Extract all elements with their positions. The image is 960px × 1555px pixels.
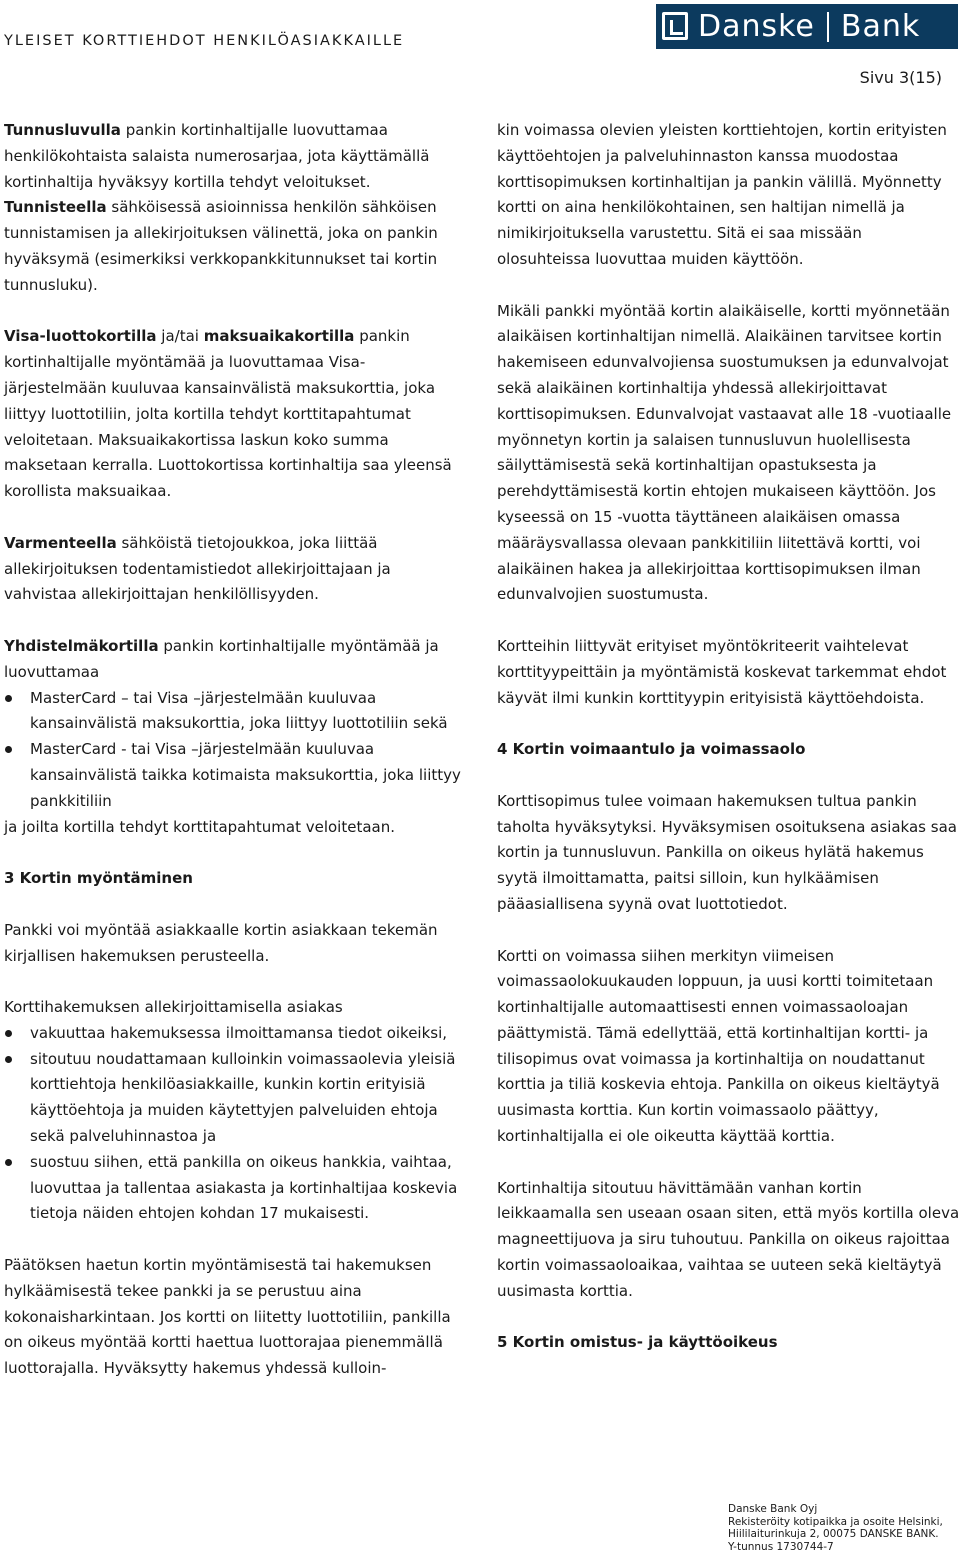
logo-word-bank: Bank [840,9,921,44]
bullet-list [4,686,466,815]
definition-text: sähköisessä asioinnissa henkilön sähköisen tunnistamisen ja allekirjoituksen välinettä, joka on pankin hyväksymä (esimerkiksi verkkopankkitunnukset tai kortin tunnusluku). [4,198,438,294]
paragraph: Päätöksen haetun kortin myöntämisestä tai hakemuksen hylkäämisestä tekee pankki ja se perustuu aina kokonaisharkintaan. Jos kortti on liitetty luottotiliin, pankilla on oikeus myöntää kortti haettua luottorajaa pienemmällä luottorajalla. Hyväksytty hakemus yhdessä kulloin- [4,1256,451,1378]
list-item: vakuuttaa hakemuksessa ilmoittamansa tiedot oikeiksi, [4,1021,466,1047]
paragraph: Korttihakemuksen allekirjoittamisella asiakas [4,998,343,1017]
term: Varmenteella [4,533,117,552]
paragraph: Pankki voi myöntää asiakkaalle kortin asiakkaan tekemän kirjallisen hakemuksen perusteella. [4,920,438,965]
connector-text: ja/tai [156,327,204,346]
definition-tunniste [4,195,466,298]
company-footer [728,1503,943,1553]
definition-text: sähköistä tietojoukkoa, joka liittää allekirjoituksen todentamistiedot allekirjoittajaan ja vahvistaa allekirjoittajan henkilöllisyyden. [4,533,391,604]
list-item: MasterCard – tai Visa –järjestelmään kuuluvaa kansainvälistä maksukorttia, joka liittyy luottotiliin sekä [4,686,466,738]
footer-line: Hiililaiturinkuja 2, 00075 DANSKE BANK. [728,1528,939,1541]
term: Yhdistelmäkortilla [4,636,159,655]
paragraph: Kortteihin liittyvät erityiset myöntökriteerit vaihtelevat korttityypeittäin ja myöntämistä koskevat tarkemmat ehdot käyvät ilmi kunkin korttityypin erityisistä käyttöehdoista. [497,636,947,707]
logo-word-danske: Danske [698,9,815,44]
section-heading-3: 3 Kortin myöntäminen [4,869,193,888]
paragraph: Mikäli pankki myöntää kortin alaikäiselle, kortti myönnetään alaikäisen kortinhaltijan nimellä. Alaikäinen tarvitsee kortin hakemiseen edunvalvojiensa suostumuksen ja edunvalvojat sekä alaikäinen kortinhaltija yhdessä allekirjoittavat korttisopimuksen. Edunvalvojat vastaavat alle 18 -vuotiaalle myönnetyn kortin ja salaisen tunnusluvun huolellisesta säilyttämisestä sekä kortinhaltijan opastuksesta ja perehdyttämisestä kortin ehtojen mukaiseen käyttöön. Jos kyseessä on 15 -vuotta täyttäneen alaikäisen omassa määräysvallassa olevaan pankkitiliin liitettävä kortti, voi alaikäinen hakea ja allekirjoittaa korttisopimuksen ilman edunvalvojien suostumusta. [497,301,952,604]
left-column [4,118,466,1408]
term: maksuaikakortilla [203,327,355,346]
page-number: Sivu 3(15) [859,68,942,87]
danske-bank-logo [656,4,958,49]
definition-yhdistelmakortti [4,634,466,840]
definition-varmenne [4,531,466,608]
section-heading-4: 4 Kortin voimaantulo ja voimassaolo [497,740,806,759]
footer-line: Rekisteröity kotipaikka ja osoite Helsinki, [728,1515,943,1528]
list-item: suostuu siihen, että pankilla on oikeus hankkia, vaihtaa, luovuttaa ja tallentaa asiakasta ja kortinhaltijaa koskevia tietoja näiden ehtojen kohdan 17 mukaisesti. [4,1150,466,1227]
footer-line: Y-tunnus 1730744-7 [728,1540,834,1553]
danske-bank-mark-icon [662,12,688,40]
list-item: MasterCard - tai Visa –järjestelmään kuuluvaa kansainvälistä taikka kotimaista maksukorttia, joka liittyy pankkitiliin [4,737,466,814]
logo-separator [827,12,829,42]
paragraph: Kortinhaltija sitoutuu hävittämään vanhan kortin leikkaamalla sen useaan osaan siten, että myös kortilla oleva magneettijuova ja siru tuhoutuu. Pankilla on oikeus rajoittaa kortin voimassaoloaikaa, vaihtaa se uuteen sekä kieltäytyä uusimasta korttia. [497,1178,960,1300]
document-title: YLEISET KORTTIEHDOT HENKILÖASIAKKAILLE [4,33,405,49]
definition-end: ja joilta kortilla tehdyt korttitapahtumat veloitetaan. [4,817,395,836]
section-heading-5: 5 Kortin omistus- ja käyttöoikeus [497,1333,778,1352]
definition-text: pankin kortinhaltijalle myöntämää ja luovuttamaa [4,636,439,681]
footer-line: Danske Bank Oyj [728,1503,818,1515]
list-item: sitoutuu noudattamaan kulloinkin voimassaolevia yleisiä korttiehtoja henkilöasiakkaille, kunkin kortin erityisiä käyttöehtoja ja muiden käytettyjen palveluiden ehtoja sekä palveluhinnastoa ja [4,1047,466,1150]
definition-visa-luottokortti [4,324,466,505]
paragraph: kin voimassa olevien yleisten korttiehtojen, kortin erityisten käyttöehtojen ja palveluhinnaston kanssa muodostaa korttisopimuksen kortinhaltijan ja pankin välillä. Myönnetty kortti on aina henkilökohtainen, sen haltijan nimellä ja nimikirjoituksella varustettu. Sitä ei saa missään olosuhteissa luovuttaa muiden käyttöön. [497,121,947,268]
term: Tunnusluvulla [4,121,121,139]
paragraph: Kortti on voimassa siihen merkityn viimeisen voimassaolokuukauden loppuun, ja uusi kortti toimitetaan kortinhaltijalle automaattisesti ennen voimassaoloajan päättymistä. Tämä edellyttää, että kortinhaltijan kortti- ja tilisopimus ovat voimassa ja kortinhaltija on noudattanut korttia ja tiliä koskevia ehtoja. Pankilla on oikeus kieltäytyä uusimasta korttia. Kun kortin voimassaolo päättyy, kortinhaltijalla ei ole oikeutta käyttää korttia. [497,946,940,1146]
term: Tunnisteella [4,198,107,217]
paragraph: Korttisopimus tulee voimaan hakemuksen tultua pankin taholta hyväksytyksi. Hyväksymisen osoituksena asiakas saa kortin ja tunnusluvun. Pankilla on oikeus hylätä hakemus syytä ilmoittamatta, paitsi silloin, kun hylkäämisen pääasiallisena syynä ovat luottotiedot. [497,791,957,913]
definition-intro [4,634,466,686]
bullet-list [4,1021,466,1227]
right-column [497,118,960,1382]
definition-tunnusluku [4,118,466,195]
definition-text: pankin kortinhaltijalle myöntämää ja luovuttamaa Visa-järjestelmään kuuluvaa kansainvälistä maksukorttia, joka liittyy luottotiliin, jolta kortilla tehdyt korttitapahtumat veloitetaan. Maksuaikakortissa laskun koko summa maksetaan kerralla. Luottokortissa kortinhaltija saa yleensä korollista maksuaikaa. [4,327,452,501]
term: Visa-luottokortilla [4,327,157,346]
definition-text: pankin kortinhaltijalle luovuttamaa henkilökohtaista salaista numerosarjaa, jota käyttämällä kortinhaltija hyväksyy kortilla tehdyt veloitukset. [4,121,430,191]
